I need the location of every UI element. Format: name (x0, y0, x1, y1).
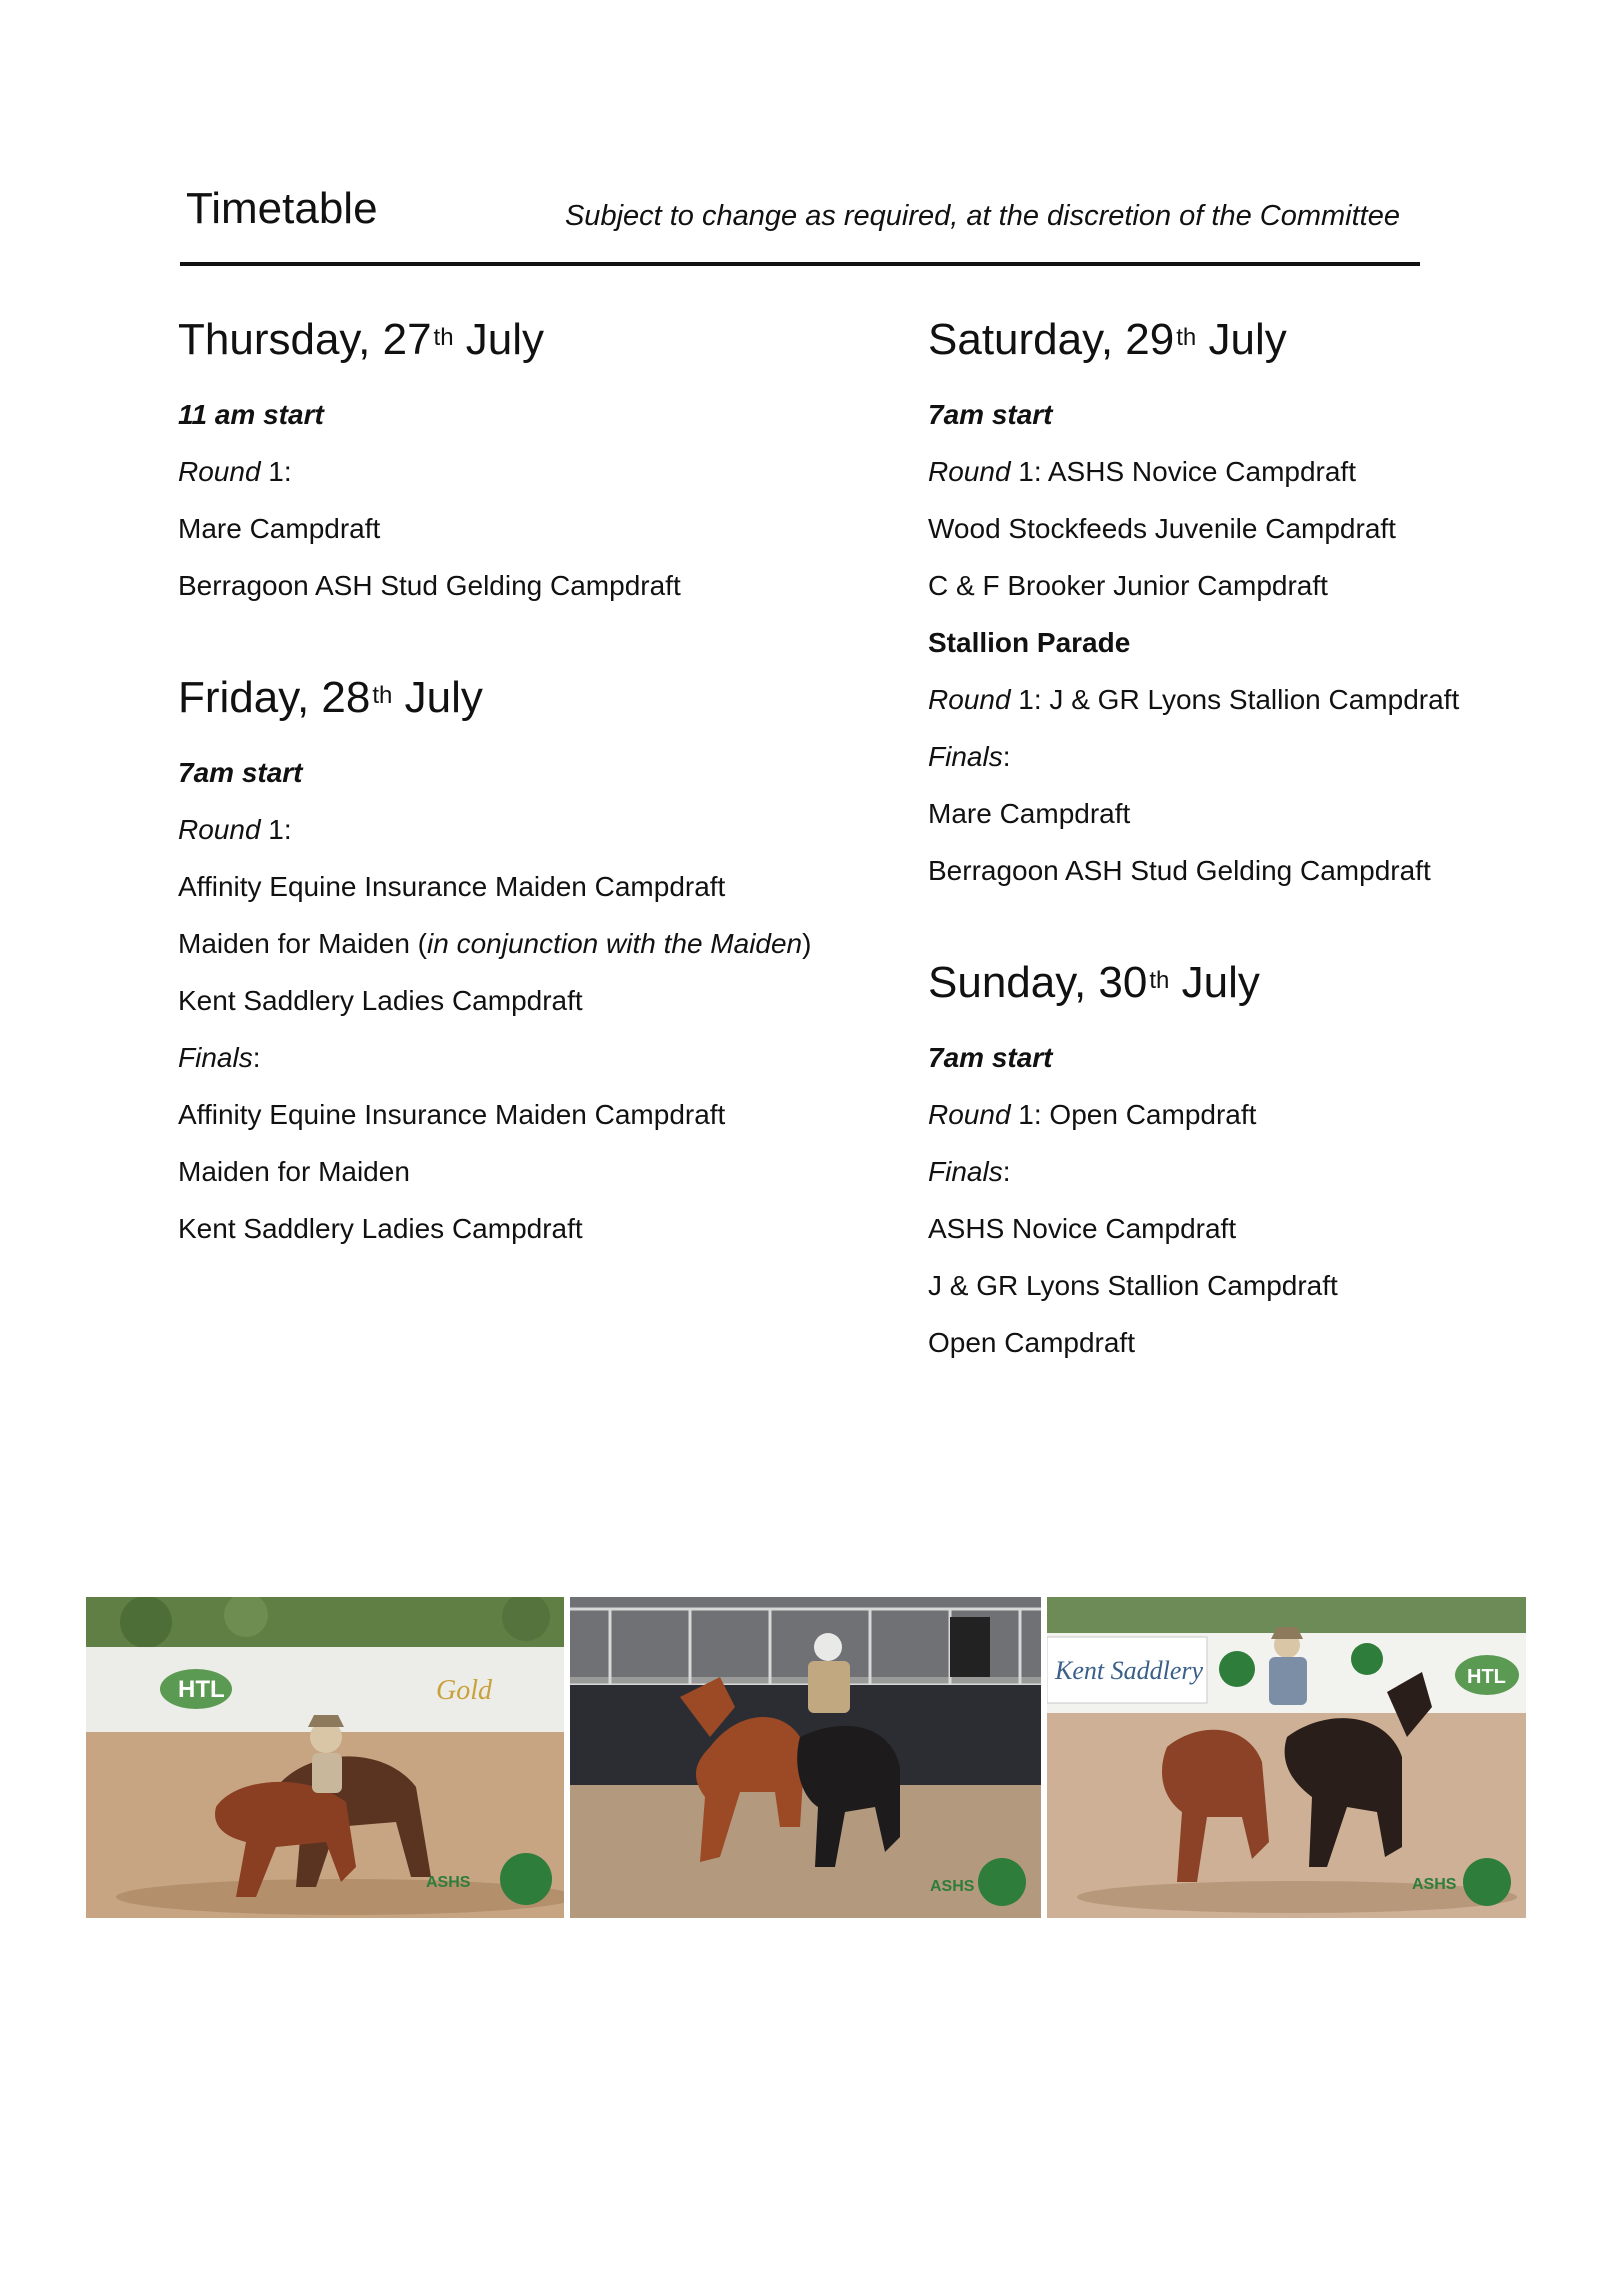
event-item: Affinity Equine Insurance Maiden Campdraft (178, 1099, 726, 1130)
right-column (928, 302, 1528, 1371)
watermark-text: ASHS (930, 1878, 975, 1895)
day-heading-thursday: Thursday, 27th July (178, 315, 545, 364)
round-label-friday: Round 1: (178, 814, 292, 845)
event-item-maiden: Maiden for Maiden (in conjunction with the Maiden) (178, 928, 812, 959)
page-subtitle: Subject to change as required, at the discretion of the Committee (564, 200, 1400, 232)
event-item: Wood Stockfeeds Juvenile Campdraft (928, 513, 1396, 544)
stallion-parade: Stallion Parade (928, 627, 1131, 658)
event-item: Open Campdraft (928, 1327, 1135, 1358)
event-item: Mare Campdraft (178, 513, 381, 544)
campdraft-photo-2 (570, 1597, 1041, 1918)
event-item: Kent Saddlery Ladies Campdraft (178, 985, 583, 1016)
start-time-sunday: 7am start (928, 1042, 1053, 1073)
start-time-saturday: 7am start (928, 399, 1053, 430)
watermark-text: ASHS (1412, 1876, 1457, 1893)
event-item: Mare Campdraft (928, 798, 1131, 829)
event-item: Maiden for Maiden (178, 1156, 410, 1187)
timetable-header (180, 182, 1420, 266)
banner-htl-text: HTL (1467, 1666, 1506, 1688)
start-time-friday: 7am start (178, 757, 303, 788)
photo-strip (86, 1597, 1526, 1918)
round-label-sunday: Round 1: Open Campdraft (928, 1099, 1257, 1130)
day-heading-sunday: Sunday, 30th July (928, 958, 1260, 1007)
event-item: ASHS Novice Campdraft (928, 1213, 1237, 1244)
campdraft-photo-2-image (570, 1597, 1041, 1918)
event-item: J & GR Lyons Stallion Campdraft (928, 1270, 1338, 1301)
round-label-saturday-stallion: Round 1: J & GR Lyons Stallion Campdraft (928, 684, 1460, 715)
start-time-thursday: 11 am start (178, 399, 324, 430)
finals-label-friday: Finals: (178, 1042, 261, 1073)
page-title: Timetable (186, 184, 378, 233)
event-item: Kent Saddlery Ladies Campdraft (178, 1213, 583, 1244)
round-label-thursday: Round 1: (178, 456, 292, 487)
day-heading-saturday: Saturday, 29th July (928, 315, 1287, 364)
event-item: C & F Brooker Junior Campdraft (928, 570, 1328, 601)
banner-gold-text: Gold (436, 1675, 492, 1706)
left-column (178, 302, 812, 1257)
campdraft-photo-3-image (1047, 1597, 1526, 1918)
day-heading-friday: Friday, 28th July (178, 673, 483, 722)
finals-label-saturday: Finals: (928, 741, 1011, 772)
campdraft-photo-1-image (86, 1597, 564, 1918)
finals-label-sunday: Finals: (928, 1156, 1011, 1187)
banner-kent-saddlery-text: Kent Saddlery (1055, 1656, 1204, 1685)
event-item: Berragoon ASH Stud Gelding Campdraft (178, 570, 681, 601)
banner-htl-text: HTL (178, 1676, 225, 1703)
campdraft-photo-1 (86, 1597, 564, 1918)
event-item: Berragoon ASH Stud Gelding Campdraft (928, 855, 1431, 886)
campdraft-photo-3 (1047, 1597, 1526, 1918)
round-label-saturday: Round 1: ASHS Novice Campdraft (928, 456, 1356, 487)
event-item: Affinity Equine Insurance Maiden Campdraft (178, 871, 726, 902)
watermark-text: ASHS (426, 1874, 471, 1891)
